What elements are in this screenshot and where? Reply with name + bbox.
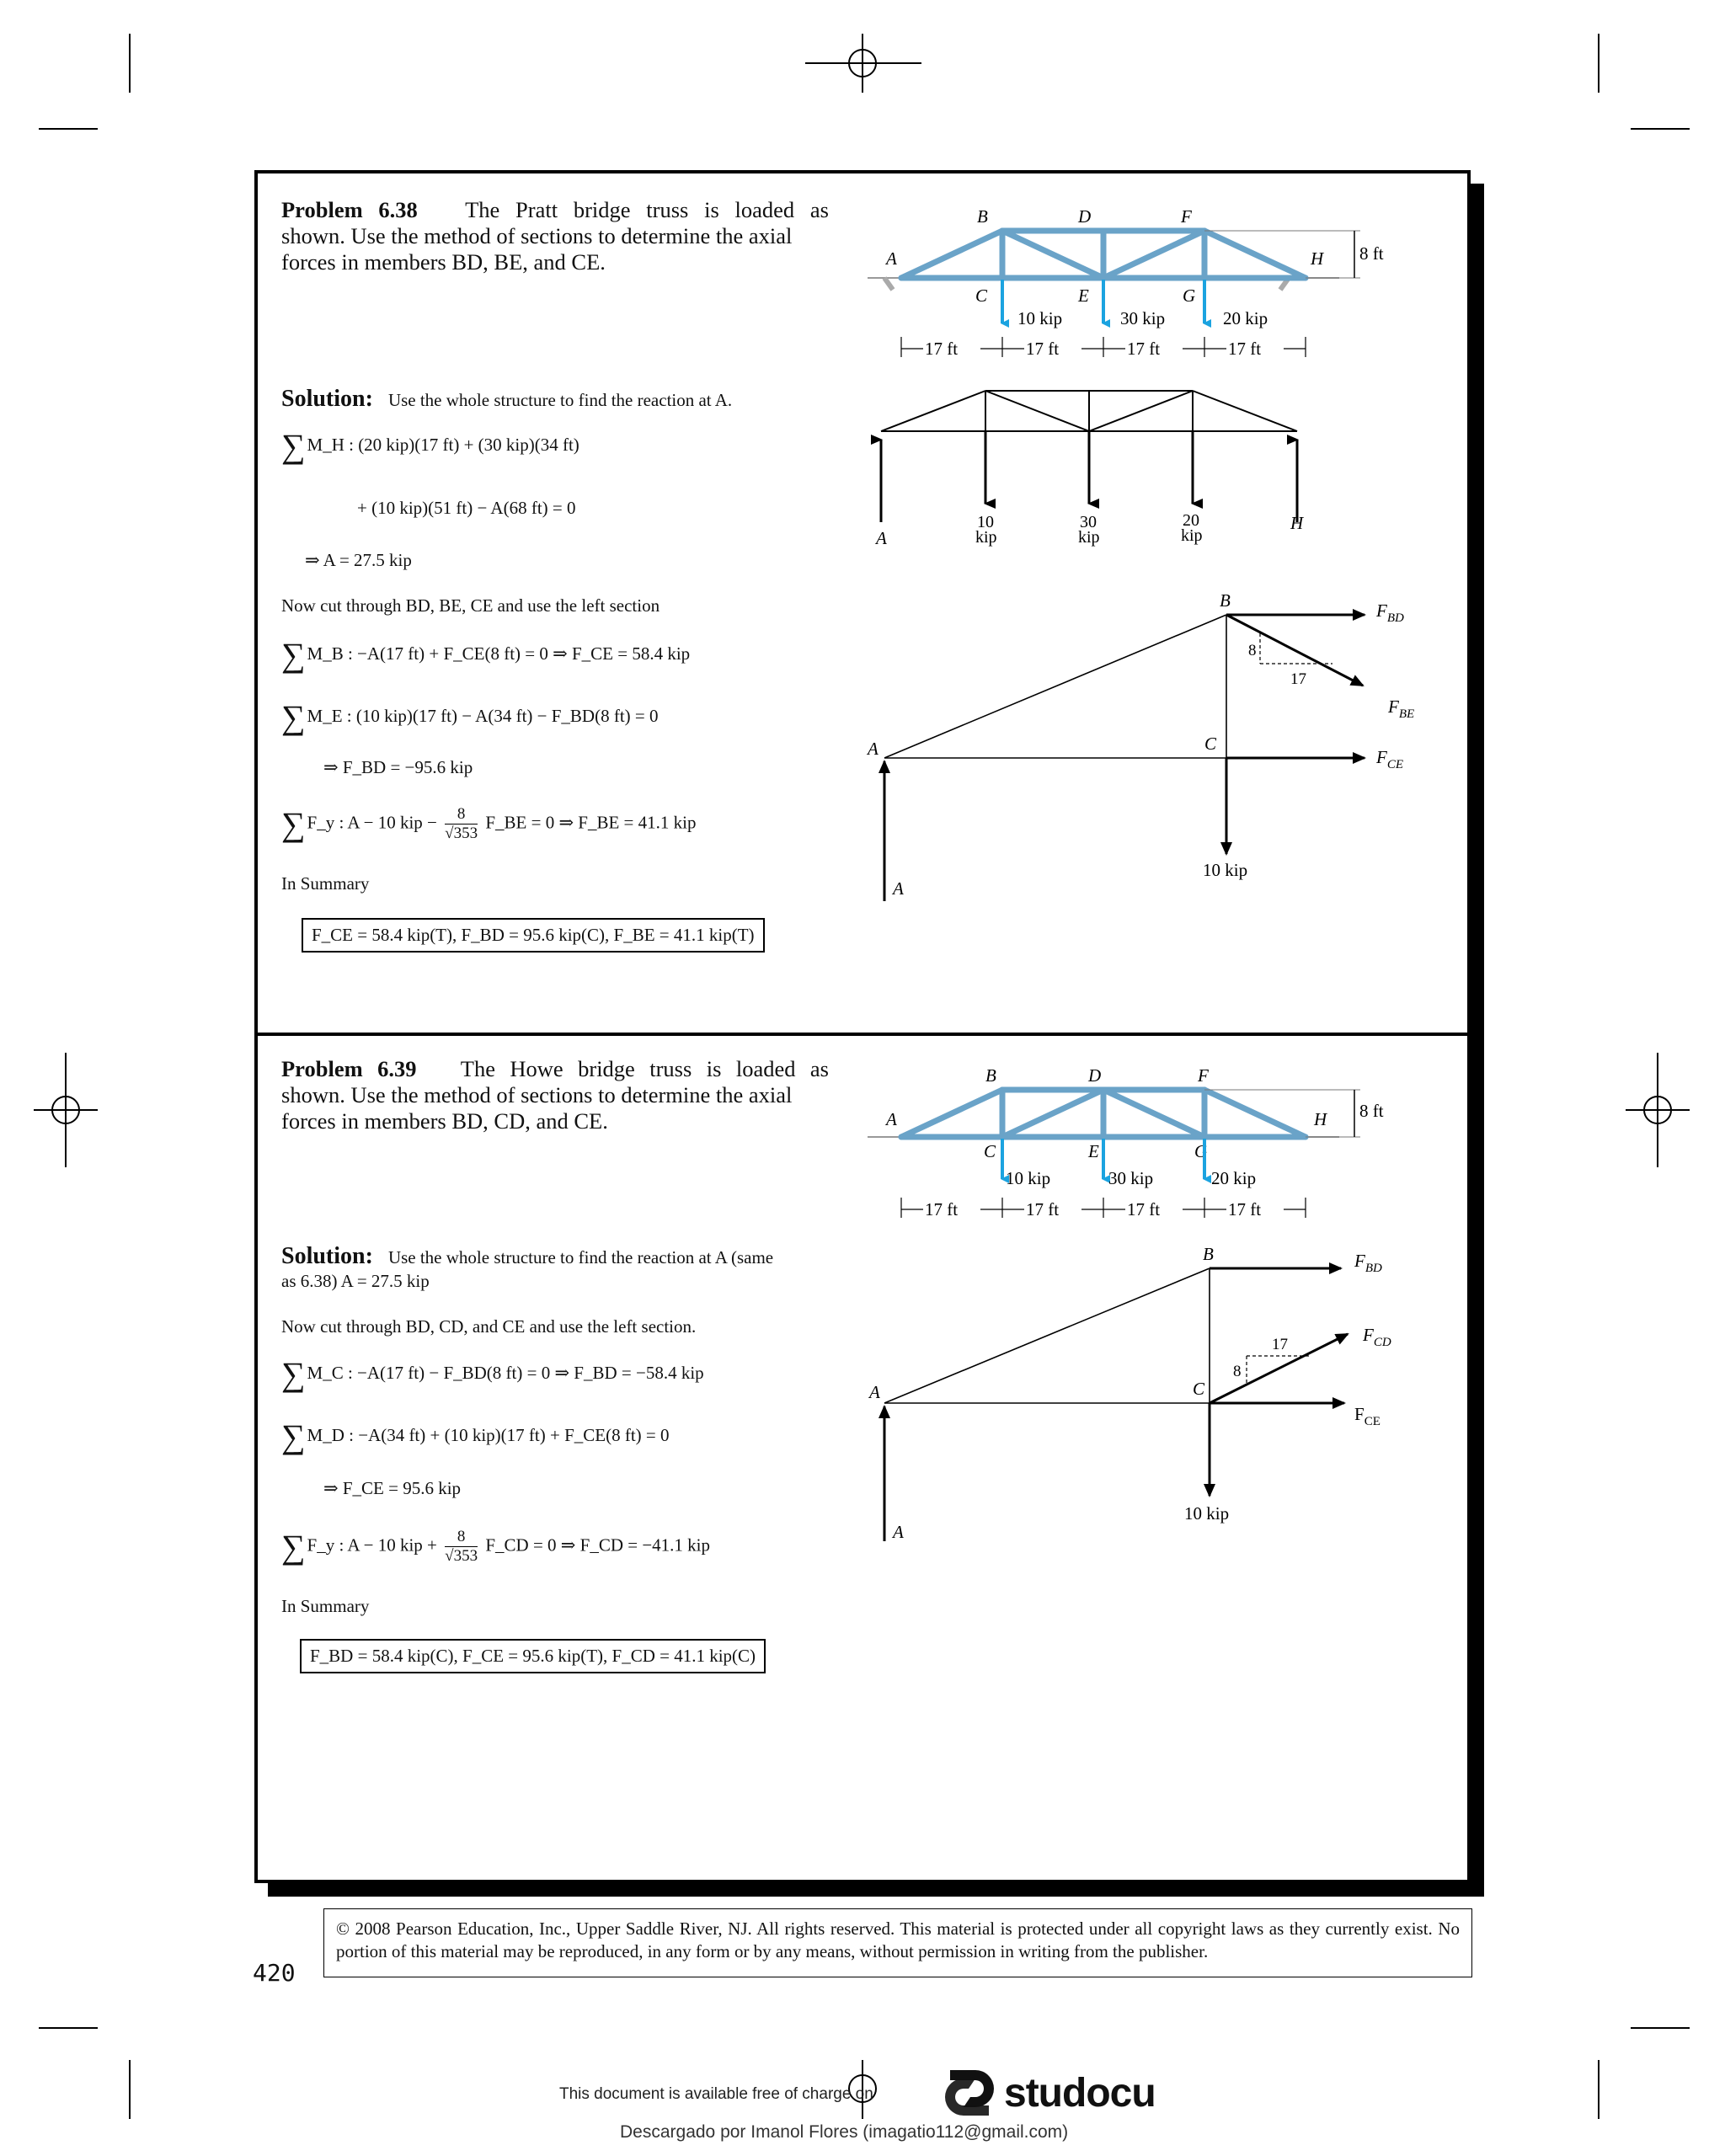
cut-text-638: Now cut through BD, BE, CE and use the left section — [281, 595, 660, 616]
slope-rise: 8 — [1233, 1363, 1242, 1380]
fraction-8-sqrt353: $\frac{8}{√353}$ — [445, 805, 478, 842]
node-E: E — [1078, 286, 1089, 306]
statement-line-1: The Howe bridge truss is loaded as — [460, 1056, 829, 1081]
fbd-reaction-A: A — [893, 878, 904, 899]
load-10kip: 10 kip — [1017, 308, 1063, 328]
load-20kip: 20 kip — [1211, 1168, 1257, 1188]
cut-text-639: Now cut through BD, CD, and CE and use the left section. — [281, 1316, 697, 1337]
fbd-load-30: 30 — [1080, 513, 1097, 531]
slope-run: 17 — [1272, 1336, 1288, 1353]
eq-FCE-result: ⇒ F_CE = 95.6 kip — [323, 1478, 462, 1498]
reaction-H-label: H — [1290, 513, 1304, 533]
reaction-A-label: A — [876, 528, 887, 548]
fbd-reaction-A: A — [893, 1522, 904, 1542]
node-G: G — [1183, 286, 1196, 306]
eq-moment-C: ∑M_C : −A(17 ft) − F_BD(8 ft) = 0 ⇒ F_BD = −58.4 kip — [281, 1355, 704, 1393]
summary-box-638: F_CE = 58.4 kip(T), F_BD = 95.6 kip(C), F_BE = 41.1 kip(T) — [302, 918, 765, 953]
eq-moment-D: ∑M_D : −A(34 ft) + (10 kip)(17 ft) + F_CE(8 ft) = 0 — [281, 1417, 670, 1455]
node-D: D — [1088, 1065, 1102, 1086]
height-label: 8 ft — [1359, 1101, 1384, 1121]
span-1: 17 ft — [925, 1199, 959, 1219]
node-B: B — [985, 1065, 996, 1086]
fbd-load-10kip: 10 kip — [1184, 1503, 1230, 1524]
fbd-load-10-unit: kip — [975, 528, 997, 547]
section-fbd-638 — [859, 590, 1449, 901]
solution-label: Solution: — [281, 386, 373, 412]
span-2: 17 ft — [1026, 1199, 1060, 1219]
statement-line-1: The Pratt bridge truss is loaded as — [465, 197, 829, 222]
problem-639-statement — [281, 1056, 829, 1134]
fraction-8-sqrt353: $\frac{8}{√353}$ — [445, 1528, 478, 1565]
problem-639-label: Problem 6.39 — [281, 1056, 417, 1081]
studocu-logo-icon — [942, 2065, 997, 2121]
statement-line-2: shown. Use the method of sections to determine the axial — [281, 1082, 793, 1107]
node-E: E — [1088, 1141, 1099, 1161]
download-credit: Descargado por Imanol Flores (imagatio112@gmail.com) — [620, 2122, 1069, 2142]
howe-truss-figure — [868, 1061, 1407, 1221]
section-divider — [254, 1033, 1469, 1036]
fbd-load-10: 10 — [977, 513, 994, 531]
node-A: A — [886, 1109, 897, 1129]
fbd-node-C: C — [1193, 1379, 1205, 1399]
fbd-node-A: A — [869, 1382, 880, 1402]
eq-FBD-result: ⇒ F_BD = −95.6 kip — [323, 757, 473, 777]
eq-sum-Fy-639: ∑F_y : A − 10 kip + $\frac{8}{√353}$ F_CD = 0 ⇒ F_CD = −41.1 kip — [281, 1527, 711, 1566]
eq-moment-H-cont: + (10 kip)(51 ft) − A(68 ft) = 0 — [357, 498, 576, 518]
eq-moment-B: ∑M_B : −A(17 ft) + F_CE(8 ft) = 0 ⇒ F_CE = 58.4 kip — [281, 636, 691, 674]
pratt-truss-figure — [868, 202, 1407, 362]
section-fbd-639 — [859, 1238, 1449, 1550]
node-C: C — [984, 1141, 996, 1161]
force-CE-label: $F_{CE}$ — [1354, 1404, 1381, 1428]
summary-label-638: In Summary — [281, 873, 370, 894]
eq-moment-H: ∑M_H : (20 kip)(17 ft) + (30 kip)(34 ft) — [281, 427, 579, 465]
problem-638-statement — [281, 197, 829, 275]
force-CE-label: $F_{CE}$ — [1376, 747, 1403, 771]
solution-639-header — [281, 1243, 773, 1270]
studocu-logo[interactable] — [942, 2065, 1156, 2121]
solution-intro: Use the whole structure to find the reaction at A (same — [387, 1247, 774, 1267]
span-3: 17 ft — [1127, 1199, 1161, 1219]
slope-run: 17 — [1290, 670, 1306, 688]
span-4: 17 ft — [1228, 1199, 1262, 1219]
span-3: 17 ft — [1127, 339, 1161, 359]
summary-label-639: In Summary — [281, 1596, 370, 1616]
solution-label: Solution: — [281, 1243, 373, 1269]
force-BD-label: $F_{BD}$ — [1376, 600, 1404, 625]
studocu-brand: studocu — [1004, 2070, 1156, 2116]
eq-moment-E: ∑M_E : (10 kip)(17 ft) − A(34 ft) − F_BD(8 ft) = 0 — [281, 698, 659, 736]
whole-structure-fbd — [868, 379, 1339, 556]
force-BD-label: $F_{BD}$ — [1354, 1251, 1382, 1275]
fbd-load-10kip: 10 kip — [1203, 860, 1248, 880]
statement-line-3: forces in members BD, BE, and CE. — [281, 249, 606, 275]
statement-line-3: forces in members BD, CD, and CE. — [281, 1108, 608, 1134]
solution-intro-cont: as 6.38) A = 27.5 kip — [281, 1271, 430, 1291]
summary-box-639: F_BD = 58.4 kip(C), F_CE = 95.6 kip(T), F_CD = 41.1 kip(C) — [300, 1639, 766, 1673]
node-H: H — [1314, 1109, 1327, 1129]
eq-reaction-A: ⇒ A = 27.5 kip — [305, 550, 412, 570]
slope-rise: 8 — [1248, 642, 1257, 659]
solution-638-header — [281, 386, 732, 413]
force-CD-label: $F_{CD}$ — [1363, 1325, 1391, 1349]
force-BE-label: $F_{BE}$ — [1388, 696, 1415, 721]
fbd-node-C: C — [1204, 734, 1217, 754]
node-G: G — [1194, 1141, 1208, 1161]
load-20kip: 20 kip — [1223, 308, 1268, 328]
span-2: 17 ft — [1026, 339, 1060, 359]
eq-sum-Fy-638: ∑F_y : A − 10 kip − $\frac{8}{√353}$ F_BE = 0 ⇒ F_BE = 41.1 kip — [281, 804, 697, 843]
problem-638-label: Problem 6.38 — [281, 197, 418, 222]
fbd-load-30-unit: kip — [1078, 528, 1100, 547]
statement-line-2: shown. Use the method of sections to determine the axial — [281, 223, 793, 248]
fbd-load-20-unit: kip — [1181, 526, 1203, 545]
node-F: F — [1198, 1065, 1209, 1086]
node-B: B — [977, 206, 988, 227]
studocu-availability-text: This document is available free of charge on — [559, 2085, 873, 2103]
node-F: F — [1181, 206, 1192, 227]
load-30kip: 30 kip — [1108, 1168, 1154, 1188]
span-4: 17 ft — [1228, 339, 1262, 359]
solution-intro: Use the whole structure to find the reaction at A. — [387, 390, 733, 410]
page-number: 420 — [253, 1959, 296, 1987]
copyright-notice: © 2008 Pearson Education, Inc., Upper Saddle River, NJ. All rights reserved. This material is protected under all copyright laws as they currently exist. No portion of this material may be reproduced, in any form or by any means, without permission in writing from the publisher. — [323, 1908, 1472, 1977]
load-30kip: 30 kip — [1120, 308, 1166, 328]
fbd-node-A: A — [868, 739, 879, 759]
fbd-node-B: B — [1220, 590, 1231, 611]
node-H: H — [1311, 248, 1324, 269]
node-D: D — [1078, 206, 1092, 227]
load-10kip: 10 kip — [1006, 1168, 1051, 1188]
height-label: 8 ft — [1359, 243, 1384, 264]
fbd-load-20: 20 — [1183, 511, 1199, 530]
node-C: C — [975, 286, 988, 306]
node-A: A — [886, 248, 897, 269]
span-1: 17 ft — [925, 339, 959, 359]
fbd-node-B: B — [1203, 1244, 1214, 1264]
